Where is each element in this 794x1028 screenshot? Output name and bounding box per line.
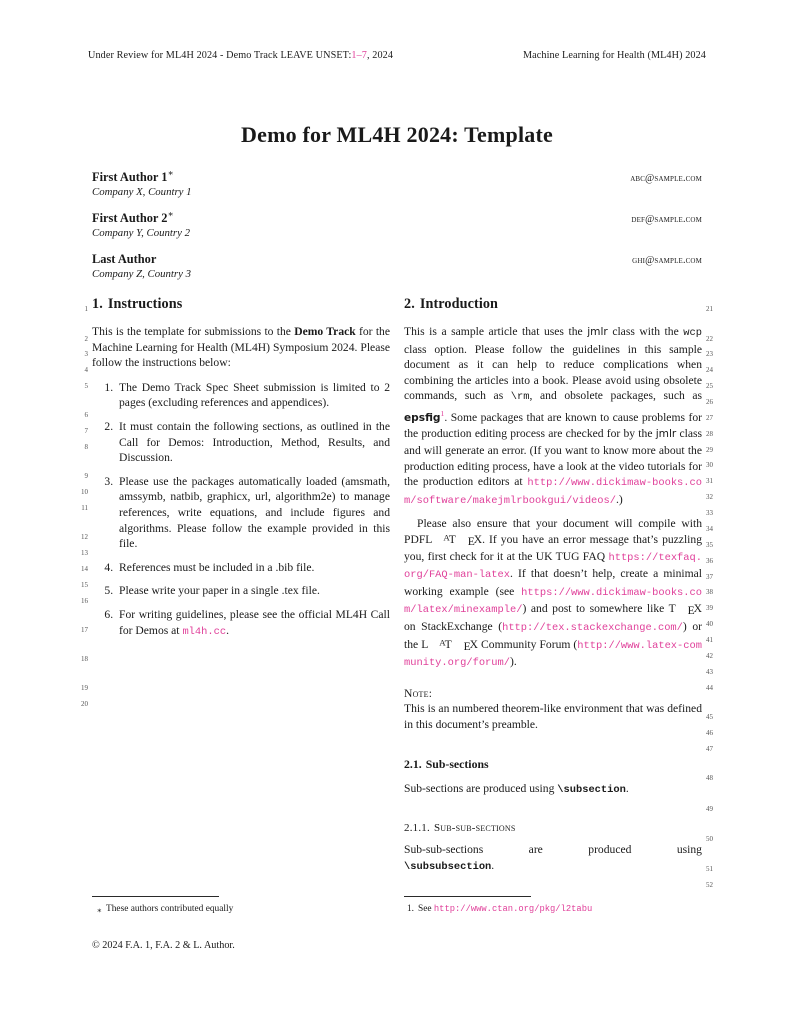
author-name: First Author 1∗: [92, 168, 174, 185]
line-number: 10: [81, 488, 88, 496]
wcp-option-name: wcp: [683, 327, 702, 339]
line-number: 20: [81, 700, 88, 708]
dickimaw-videos-link[interactable]: http://www.dickimaw-books.com/software/makejmlrbookgui/videos/: [404, 477, 702, 507]
line-number: 18: [81, 655, 88, 663]
list-item: 1. The Demo Track Spec Sheet submission is limited to 2 pages (excluding references and appendices).: [116, 380, 390, 411]
author-affiliation: Company X, Country 1: [92, 186, 192, 199]
list-item: 6. For writing guidelines, please see the official ML4H Call for Demos at ml4h.cc.: [116, 607, 390, 640]
subsection-command: \subsection: [557, 783, 626, 796]
line-number: 34: [706, 525, 713, 533]
subsubsections-word-3: produced: [588, 843, 632, 857]
subsubsection-number: 2.1.1.: [404, 822, 430, 835]
running-header-left-suffix: , 2024: [367, 50, 394, 61]
subsubsections-paragraph: Sub-sub-sections are produced using \subsubsection.: [404, 843, 702, 873]
author-entry: [92, 168, 702, 198]
line-number: 49: [706, 805, 713, 813]
line-number: 27: [706, 414, 713, 422]
footnote-marker: 1.: [406, 904, 414, 914]
line-number: 43: [706, 668, 713, 676]
line-number: 48: [706, 774, 713, 782]
epsfig-package-name: epsfig: [404, 411, 441, 424]
stackexchange-link[interactable]: http://tex.stackexchange.com/: [502, 621, 683, 634]
line-number: 40: [706, 620, 713, 628]
author-block: [92, 168, 702, 291]
line-number: 4: [84, 366, 88, 374]
section-title: Instructions: [107, 296, 183, 312]
ctan-l2tabu-link[interactable]: http://www.ctan.org/pkg/l2tabu: [433, 904, 593, 914]
equal-contribution-marker: ∗: [167, 209, 174, 220]
ml4h-call-link[interactable]: ml4h.cc: [182, 625, 227, 638]
page-title: Demo for ML4H 2024: Template: [241, 122, 553, 147]
author-name: First Author 2∗: [92, 209, 174, 226]
subsubsection-title: Sub-sub-sections: [433, 822, 516, 835]
line-number: 1: [84, 305, 88, 313]
footnote-l2tabu: [404, 903, 702, 916]
author-affiliation: Company Z, Country 3: [92, 268, 191, 281]
line-number: 24: [706, 366, 713, 374]
note-label: Note:: [404, 686, 433, 700]
line-number: 5: [84, 382, 88, 390]
section-heading-introduction: [404, 296, 702, 313]
line-number: 44: [706, 684, 713, 692]
introduction-paragraph-2: Please also ensure that your document will compile with PDFL AT EX. If you have an error message that’s puzzling you, first check for it at the UK TUG FAQ https://texfaq.org/FAQ-man-latex. If that doesn’t help, create a minimal working example (see https://www.dickimaw-books.com/latex/minexample/) and post to somewhere like T EX on StackExchange (http://tex.stackexchange.com/) or the L AT EX Community Forum (http://www.latex-community.org/forum/).: [404, 517, 703, 670]
footnote-text: These authors contributed equally: [106, 904, 234, 914]
line-number: 36: [706, 557, 713, 565]
line-number: 39: [706, 604, 713, 612]
line-number: 6: [84, 411, 88, 419]
section-number: 1.: [92, 296, 103, 312]
line-number: 35: [706, 541, 713, 549]
line-number: 21: [706, 305, 713, 313]
line-number: 42: [706, 652, 713, 660]
line-number: 15: [81, 581, 88, 589]
footnote-block-right: [404, 896, 702, 916]
subsubsections-word-2: are: [528, 843, 543, 857]
demo-track-emphasis: Demo Track: [294, 325, 356, 338]
list-item: 5. Please write your paper in a single .tex file.: [116, 583, 390, 599]
subsection-title: Sub-sections: [425, 756, 489, 771]
list-item: 2. It must contain the following sections, as outlined in the Call for Demos: Introduction, Method, Results, and Discussion.: [116, 419, 390, 466]
line-number: 22: [706, 335, 713, 343]
instructions-intro-paragraph: This is the template for submissions to the Demo Track for the Machine Learning for Health (ML4H) Symposium 2024. Please follow the instructions below:: [92, 325, 391, 370]
jmlr-class-name: jmlr: [655, 428, 677, 441]
note-text: This is an numbered theorem-like environment that was defined in this document’s preamble.: [404, 702, 702, 731]
instructions-list: [92, 380, 390, 640]
list-item: 4. References must be included in a .bib file.: [116, 560, 390, 576]
jmlr-class-name: jmlr: [587, 326, 608, 338]
section-title: Introduction: [419, 296, 499, 312]
author-email[interactable]: ghi@sample.com: [632, 255, 702, 267]
line-number: 29: [706, 446, 713, 454]
line-number: 30: [706, 461, 713, 469]
footnote-marker: ∗: [96, 906, 102, 915]
footnote-rule: [92, 896, 219, 897]
two-column-body: [0, 296, 794, 896]
line-number: 46: [706, 729, 713, 737]
line-number: 9: [84, 472, 88, 480]
line-number: 33: [706, 509, 713, 517]
equal-contribution-marker: ∗: [167, 168, 174, 178]
author-affiliation: Company Y, Country 2: [92, 227, 190, 240]
line-number: 14: [81, 565, 88, 573]
line-number: 32: [706, 493, 713, 501]
footnote-equal-contribution: [92, 903, 390, 917]
line-number: 45: [706, 713, 713, 721]
line-number: 25: [706, 382, 713, 390]
line-number: 38: [706, 588, 713, 596]
latex-community-link[interactable]: http://www.latex-community.org/forum/: [404, 639, 702, 670]
line-number: 12: [81, 533, 88, 541]
section-heading-instructions: [92, 296, 390, 313]
footnote-block-left: [92, 896, 390, 917]
footnote-marker-1[interactable]: 1: [440, 408, 445, 418]
line-number: 19: [81, 684, 88, 692]
running-header-left: [88, 50, 393, 61]
line-number: 13: [81, 549, 88, 557]
copyright-line: © 2024 F.A. 1, F.A. 2 & L. Author.: [92, 940, 235, 951]
latex-logo: L AT EX: [425, 532, 483, 549]
line-number: 28: [706, 430, 713, 438]
running-header-left-prefix: Under Review for ML4H 2024 - Demo Track LEAVE UNSET:: [88, 50, 352, 61]
texfaq-link[interactable]: https://texfaq.org/FAQ-man-latex: [404, 551, 702, 582]
section-number: 2.: [404, 296, 415, 312]
author-name: Last Author: [92, 252, 157, 267]
line-number: 17: [81, 626, 88, 634]
author-entry: [92, 250, 702, 280]
line-number: 47: [706, 745, 713, 753]
running-header-right: Machine Learning for Health (ML4H) 2024: [523, 50, 706, 61]
line-number: 2: [84, 335, 88, 343]
column-right: [404, 296, 702, 882]
subsubsection-command: \subsubsection: [404, 860, 492, 873]
line-number: 31: [706, 477, 713, 485]
running-header-page-range[interactable]: 1–7: [351, 50, 367, 61]
line-number: 23: [706, 350, 713, 358]
line-number: 26: [706, 398, 713, 406]
footnote-rule: [404, 896, 531, 897]
subsection-number: 2.1.: [404, 756, 422, 771]
line-number: 51: [706, 865, 713, 873]
tex-logo: T EX: [668, 602, 702, 618]
subsubsections-word-1: Sub-sub-sections: [404, 843, 484, 857]
line-number: 7: [84, 427, 88, 435]
list-item: 3. Please use the packages automatically loaded (amsmath, amssymb, natbib, graphicx, url, algorithm2e) to manage references, write equations, and include figures and algorithms. Please follow the example provided in this file.: [116, 474, 390, 552]
latex-logo: L AT EX: [421, 636, 479, 653]
column-left: [92, 296, 390, 648]
rm-command: \rm: [510, 391, 530, 404]
line-number: 16: [81, 597, 88, 605]
introduction-paragraph-1: This is a sample article that uses the jmlr class with the wcp class option. Please follow the guidelines in this sample document as it can help to reduce complications when combining the articles into a book. Please avoid using obsolete commands, such as \rm, and obsolete packages, such as epsfig$^1$. Some packages that are known to cause problems for the production editing process are checked for by the jmlr class and will generate an error. (If you want to know more about the production editing process, have a look at the video tutorials for the production editors at http://www.dickimaw-books.com/software/makejmlrbookgui/videos/.): [404, 325, 703, 507]
subsubsection-heading: [404, 822, 702, 834]
line-number: 11: [81, 504, 88, 512]
line-number: 50: [706, 835, 713, 843]
author-entry: [92, 209, 702, 239]
line-number: 37: [706, 573, 713, 581]
subsections-paragraph: Sub-sections are produced using \subsection.: [404, 781, 629, 796]
line-number: 8: [84, 443, 88, 451]
line-number: 41: [706, 636, 713, 644]
minexample-link[interactable]: https://www.dickimaw-books.com/latex/minexample/: [404, 586, 702, 617]
subsubsections-word-4: using: [676, 843, 702, 857]
author-email[interactable]: def@sample.com: [631, 214, 702, 226]
line-number: 52: [706, 881, 713, 889]
footnote-text: See http://www.ctan.org/pkg/l2tabu: [418, 904, 593, 914]
running-header: [88, 50, 706, 61]
author-email[interactable]: abc@sample.com: [630, 173, 702, 185]
line-number: 3: [84, 350, 88, 358]
subsection-heading-sub-sections: [404, 757, 702, 772]
